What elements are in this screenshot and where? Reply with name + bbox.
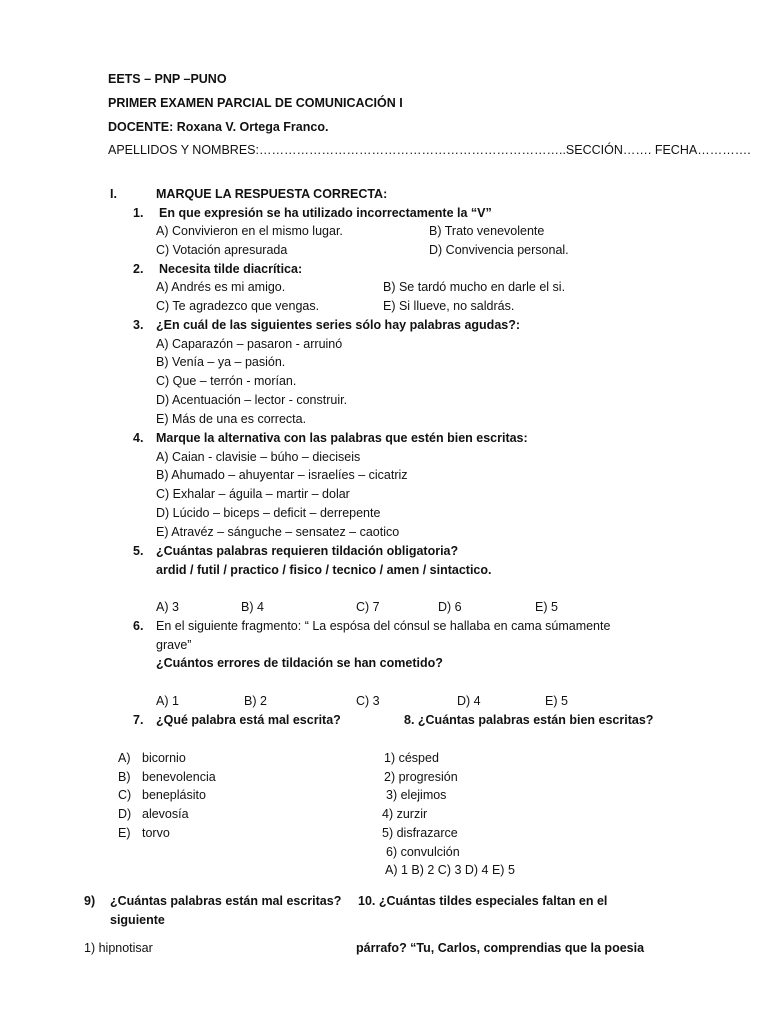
q2-option-b: B) Se tardó mucho en darle el si. bbox=[383, 280, 566, 294]
student-info-line: APELLIDOS Y NOMBRES:………………………………………………………………..SECCIÓN……. FECHA…………. bbox=[108, 143, 751, 157]
q3-text: ¿En cuál de las siguientes series sólo hay palabras agudas?: bbox=[156, 318, 521, 332]
q6-option-d: D) 4 bbox=[457, 694, 481, 708]
q1-number: 1. bbox=[133, 206, 144, 220]
q7-number: 7. bbox=[133, 713, 144, 727]
q8-answers: A) 1 B) 2 C) 3 D) 4 E) 5 bbox=[385, 863, 515, 877]
q5-words: ardid / futil / practico / fisico / tecnico / amen / sintactico. bbox=[156, 563, 492, 577]
q7-option-letter: A) bbox=[118, 751, 131, 765]
q7-option-word: benevolencia bbox=[142, 770, 216, 784]
q6-text-line-2: grave” bbox=[156, 638, 192, 652]
q9-item-1: 1) hipnotisar bbox=[84, 941, 153, 955]
q7-text: ¿Qué palabra está mal escrita? bbox=[156, 713, 341, 727]
q7-option-letter: B) bbox=[118, 770, 131, 784]
q5-number: 5. bbox=[133, 544, 144, 558]
q7-option-letter: E) bbox=[118, 826, 131, 840]
q5-text: ¿Cuántas palabras requieren tildación obligatoria? bbox=[156, 544, 459, 558]
q3-option-c: C) Que – terrón - morían. bbox=[156, 374, 297, 388]
header-line-1: EETS – PNP –PUNO bbox=[108, 72, 227, 86]
q4-option-d: D) Lúcido – biceps – deficit – derrepente bbox=[156, 506, 381, 520]
q5-option-d: D) 6 bbox=[438, 600, 462, 614]
q4-option-a: A) Caian - clavisie – búho – dieciseis bbox=[156, 450, 361, 464]
q5-option-c: C) 7 bbox=[356, 600, 380, 614]
q8-item: 4) zurzir bbox=[382, 807, 428, 821]
q7-option-letter: D) bbox=[118, 807, 132, 821]
q1-text: En que expresión se ha utilizado incorrectamente la “V” bbox=[159, 206, 492, 220]
q8-text: 8. ¿Cuántas palabras están bien escritas? bbox=[404, 713, 654, 727]
q10-paragraph: párrafo? “Tu, Carlos, comprendias que la poesia bbox=[356, 941, 645, 955]
q4-number: 4. bbox=[133, 431, 144, 445]
q7-option-letter: C) bbox=[118, 788, 132, 802]
q3-option-d: D) Acentuación – lector - construir. bbox=[156, 393, 348, 407]
section-title: MARQUE LA RESPUESTA CORRECTA: bbox=[156, 187, 388, 201]
q2-number: 2. bbox=[133, 262, 144, 276]
q7-option-word: alevosía bbox=[142, 807, 189, 821]
q5-option-e: E) 5 bbox=[535, 600, 558, 614]
q8-item: 3) elejimos bbox=[386, 788, 447, 802]
q7-option-word: torvo bbox=[142, 826, 170, 840]
q1-option-c: C) Votación apresurada bbox=[156, 243, 288, 257]
q2-option-a: A) Andrés es mi amigo. bbox=[156, 280, 286, 294]
q1-option-d: D) Convivencia personal. bbox=[429, 243, 569, 257]
teacher-line: DOCENTE: Roxana V. Ortega Franco. bbox=[108, 120, 329, 134]
q7-option-word: bicornio bbox=[142, 751, 186, 765]
q4-text: Marque la alternativa con las palabras que estén bien escritas: bbox=[156, 431, 528, 445]
q2-option-c: C) Te agradezco que vengas. bbox=[156, 299, 320, 313]
q1-option-a: A) Convivieron en el mismo lugar. bbox=[156, 224, 343, 238]
q3-option-e: E) Más de una es correcta. bbox=[156, 412, 307, 426]
q4-option-c: C) Exhalar – águila – martir – dolar bbox=[156, 487, 350, 501]
q6-option-a: A) 1 bbox=[156, 694, 179, 708]
q1-option-b: B) Trato venevolente bbox=[429, 224, 545, 238]
q9-number: 9) bbox=[84, 894, 96, 908]
q2-text: Necesita tilde diacrítica: bbox=[159, 262, 303, 276]
q5-option-b: B) 4 bbox=[241, 600, 264, 614]
q3-number: 3. bbox=[133, 318, 144, 332]
q6-option-c: C) 3 bbox=[356, 694, 380, 708]
q8-item: 1) césped bbox=[384, 751, 439, 765]
q3-option-b: B) Venía – ya – pasión. bbox=[156, 355, 286, 369]
q8-item: 2) progresión bbox=[384, 770, 458, 784]
q4-option-b: B) Ahumado – ahuyentar – israelíes – cicatriz bbox=[156, 468, 408, 482]
q6-number: 6. bbox=[133, 619, 144, 633]
q7-option-word: beneplásito bbox=[142, 788, 206, 802]
q5-option-a: A) 3 bbox=[156, 600, 179, 614]
q8-item: 5) disfrazarce bbox=[382, 826, 458, 840]
q9-text-line-2: siguiente bbox=[110, 913, 165, 927]
q6-question: ¿Cuántos errores de tildación se han cometido? bbox=[156, 656, 443, 670]
q4-option-e: E) Atravéz – sánguche – sensatez – caotico bbox=[156, 525, 400, 539]
q9-text: ¿Cuántas palabras están mal escritas? bbox=[110, 894, 342, 908]
q6-option-e: E) 5 bbox=[545, 694, 568, 708]
q2-option-e: E) Si llueve, no saldrás. bbox=[383, 299, 515, 313]
q8-item: 6) convulción bbox=[386, 845, 460, 859]
q3-option-a: A) Caparazón – pasaron - arruinó bbox=[156, 337, 343, 351]
q6-option-b: B) 2 bbox=[244, 694, 267, 708]
section-number: I. bbox=[110, 187, 117, 201]
exam-title: PRIMER EXAMEN PARCIAL DE COMUNICACIÓN I bbox=[108, 96, 403, 110]
q6-text-line-1: En el siguiente fragmento: “ La espósa del cónsul se hallaba en cama súmamente bbox=[156, 619, 611, 633]
q10-text: 10. ¿Cuántas tildes especiales faltan en el bbox=[358, 894, 608, 908]
